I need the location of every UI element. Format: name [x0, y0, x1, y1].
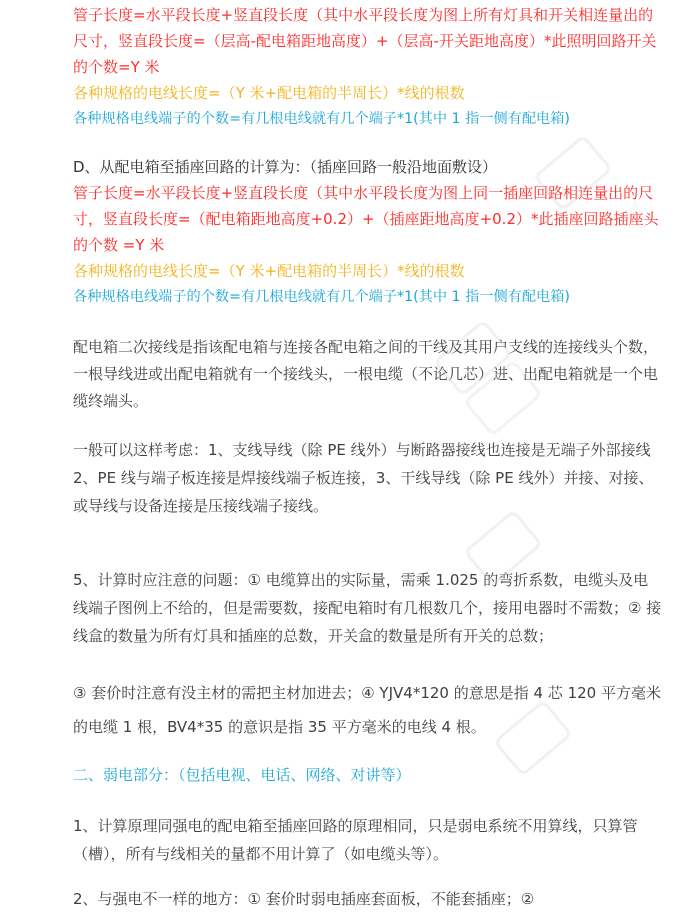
section-c-terminal-count: 各种规格电线端子的个数=有几根电线就有几个端子*1(其中 1 指一侧有配电箱): [73, 111, 570, 127]
section-d-heading: D、从配电箱至插座回路的计算为：（插座回路一般沿地面敷设）: [73, 158, 498, 176]
section-c-wire-length: 各种规格的电线长度=（Y 米+配电箱的半周长）*线的根数: [73, 84, 465, 102]
section-c-pipe-length: 管子长度=水平段长度+竖直段长度（其中水平段长度为图上所有灯具和开关相连量出的尺寸，竖直段长度=（层高-配电箱距地高度）+（层高-开关距地高度）*此照明回路开关的个数=Y 米: [73, 6, 657, 76]
section-d-wire-length: 各种规格的电线长度=（Y 米+配电箱的半周长）*线的根数: [73, 262, 465, 280]
weak-current-heading: 二、弱电部分：（包括电视、电话、网络、对讲等）: [73, 766, 411, 784]
section-d-pipe-length: 管子长度=水平段长度+竖直段长度（其中水平段长度为图上同一插座回路相连量出的尺寸，竖直段长度=（配电箱距地高度+0.2）+（插座距地高度+0.2）*此插座回路插座头的个数 =Y 米: [73, 184, 659, 254]
section-d-terminal-count: 各种规格电线端子的个数=有几根电线就有几个端子*1(其中 1 指一侧有配电箱): [73, 289, 570, 305]
notes-paragraph: 5、计算时应注意的问题：① 电缆算出的实际量，需乘 1.025 的弯折系数，电缆头及电线端子图例上不给的，但是需要数，接配电箱时有几根数几个，接用电器时不需数；② 接线盒的数量为所有灯具和插座的总数，开关盒的数量是所有开关的总数；: [73, 571, 662, 645]
secondary-wiring-paragraph: 配电箱二次接线是指该配电箱与连接各配电箱之间的干线及其用户支线的连接线头个数，一根导线进或出配电箱就有一个接线头，一根电缆（不论几芯）进、出配电箱就是一个电缆终端头。: [73, 338, 659, 410]
consider-paragraph: 一般可以这样考虑：1、支线导线（除 PE 线外）与断路器接线也连接是无端子外部接线 2、PE 线与端子板连接是焊接线端子板连接，3、干线导线（除 PE 线外）并接、对接、或导线与设备连接是压接线端子接线。: [73, 441, 654, 515]
notes-paragraph-cont: ③ 套价时注意有没主材的需把主材加进去；④ YJV4*120 的意思是指 4 芯 120 平方毫米的电缆 1 根，BV4*35 的意识是指 35 平方毫米的电线 4 根。: [73, 684, 661, 736]
weak-current-paragraph-2: 2、与强电不一样的地方：① 套价时弱电插座套面板，不能套插座；②: [73, 890, 535, 908]
weak-current-paragraph-1: 1、计算原理同强电的配电箱至插座回路的原理相同，只是弱电系统不用算线，只算管（槽），所有与线相关的量都不用计算了（如电缆头等）。: [73, 817, 638, 863]
